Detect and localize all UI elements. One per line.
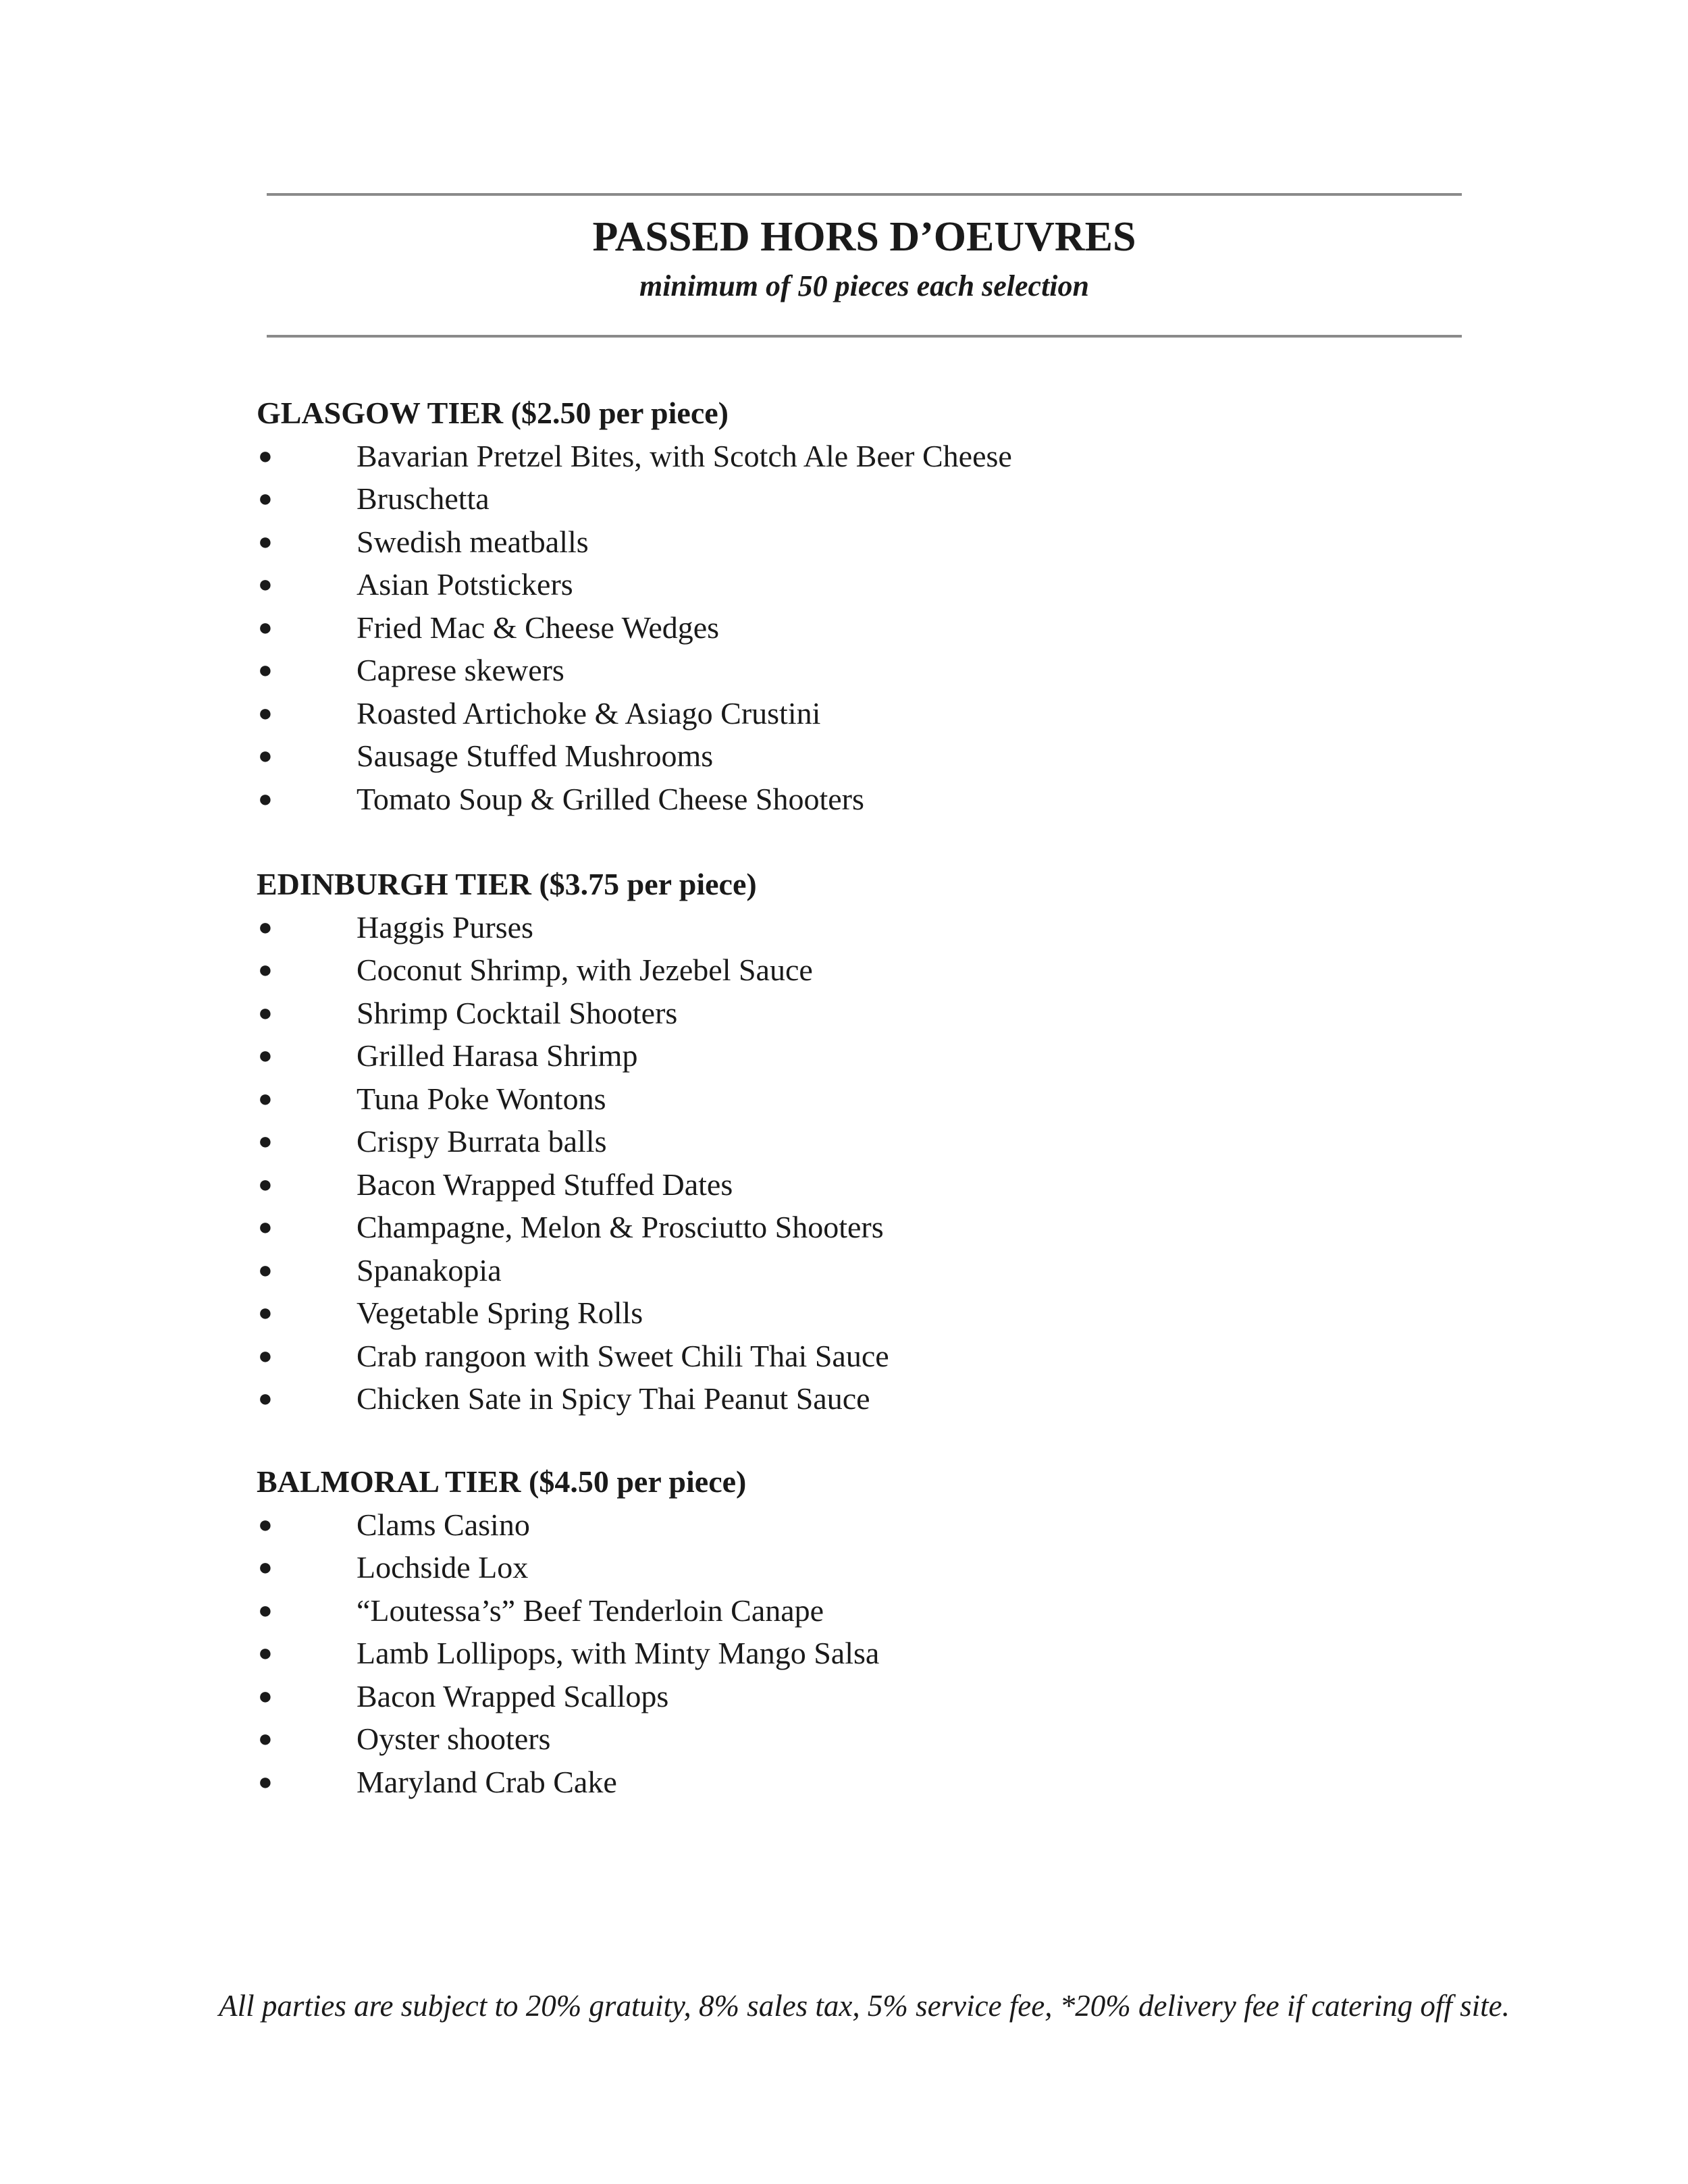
menu-item [257, 1034, 1472, 1077]
bottom-divider [267, 335, 1462, 338]
bullet-icon: ● [258, 1767, 273, 1795]
menu-item-label: Bruschetta [357, 481, 490, 516]
menu-item [257, 906, 1472, 949]
tier-item-list [257, 1503, 1472, 1804]
bullet-icon: ● [258, 527, 273, 555]
menu-item [257, 606, 1472, 649]
menu-item [257, 1632, 1472, 1675]
menu-item-label: Swedish meatballs [357, 524, 589, 559]
menu-item [257, 521, 1472, 564]
menu-item-label: Clams Casino [357, 1507, 530, 1542]
menu-item [257, 1717, 1472, 1761]
menu-item-label: Spanakopia [357, 1252, 502, 1287]
menu-item-label: Maryland Crab Cake [357, 1764, 617, 1799]
menu-item-label: Fried Mac & Cheese Wedges [357, 610, 720, 645]
menu-item-label: Bacon Wrapped Stuffed Dates [357, 1167, 733, 1202]
menu-item-label: Vegetable Spring Rolls [357, 1296, 643, 1330]
menu-item [257, 735, 1472, 778]
bullet-icon: ● [258, 485, 273, 512]
bullet-icon: ● [258, 613, 273, 641]
bullet-icon: ● [258, 570, 273, 597]
footer-note: All parties are subject to 20% gratuity, 8% sales tax, 5% service fee, *20% delivery fee if catering off site. [219, 1989, 1510, 2023]
bullet-icon: ● [258, 1553, 273, 1580]
bullet-icon: ● [258, 1127, 273, 1154]
menu-item [257, 1163, 1472, 1206]
bullet-icon: ● [258, 442, 273, 469]
bullet-icon: ● [258, 1725, 273, 1752]
bullet-icon: ● [258, 913, 273, 940]
menu-item [257, 1546, 1472, 1589]
menu-item [257, 1291, 1472, 1335]
menu-item-label: Haggis Purses [357, 909, 533, 944]
tier-heading: EDINBURGH TIER ($3.75 per piece) [257, 867, 757, 901]
bullet-icon: ● [258, 1510, 273, 1538]
bullet-icon: ● [258, 956, 273, 983]
menu-item [257, 1675, 1472, 1718]
menu-item-label: Caprese skewers [357, 653, 564, 687]
menu-item-label: Oyster shooters [357, 1722, 551, 1756]
bullet-icon: ● [258, 1639, 273, 1666]
menu-item-label: Shrimp Cocktail Shooters [357, 995, 678, 1030]
bullet-icon: ● [258, 1213, 273, 1240]
menu-item [257, 1503, 1472, 1547]
bullet-icon: ● [258, 742, 273, 769]
menu-item [257, 649, 1472, 692]
tier-heading: BALMORAL TIER ($4.50 per piece) [257, 1464, 747, 1499]
menu-item-label: Chicken Sate in Spicy Thai Peanut Sauce [357, 1381, 870, 1416]
menu-item-label: Sausage Stuffed Mushrooms [357, 739, 714, 773]
tier-item-list [257, 435, 1472, 821]
menu-item-label: Champagne, Melon & Prosciutto Shooters [357, 1210, 884, 1244]
menu-item [257, 1377, 1472, 1420]
tier-heading: GLASGOW TIER ($2.50 per piece) [257, 396, 729, 430]
bullet-icon: ● [258, 1596, 273, 1624]
balmoral-tier-section [257, 1460, 1472, 1803]
menu-item [257, 477, 1472, 521]
bullet-icon: ● [258, 1682, 273, 1709]
menu-item [257, 778, 1472, 821]
menu-item [257, 1120, 1472, 1163]
bullet-icon: ● [258, 1170, 273, 1198]
menu-item [257, 1589, 1472, 1632]
menu-item [257, 992, 1472, 1035]
bullet-icon: ● [258, 1042, 273, 1069]
menu-item-label: Tomato Soup & Grilled Cheese Shooters [357, 781, 864, 816]
bullet-icon: ● [258, 1084, 273, 1112]
menu-item-label: Bavarian Pretzel Bites, with Scotch Ale Beer Cheese [357, 438, 1012, 473]
bullet-icon: ● [258, 699, 273, 726]
menu-item-label: Coconut Shrimp, with Jezebel Sauce [357, 953, 813, 987]
menu-item-label: Bacon Wrapped Scallops [357, 1678, 669, 1713]
menu-item [257, 563, 1472, 606]
menu-item [257, 1761, 1472, 1804]
menu-item-label: Crispy Burrata balls [357, 1124, 607, 1158]
tier-item-list [257, 906, 1472, 1420]
menu-item [257, 949, 1472, 992]
menu-item-label: “Loutessa’s” Beef Tenderloin Canape [357, 1593, 824, 1628]
page-subtitle: minimum of 50 pieces each selection [639, 269, 1090, 302]
bullet-icon: ● [258, 1341, 273, 1369]
menu-item-label: Grilled Harasa Shrimp [357, 1038, 638, 1073]
edinburgh-tier-section [257, 863, 1472, 1420]
menu-item-label: Lamb Lollipops, with Minty Mango Salsa [357, 1636, 880, 1670]
glasgow-tier-section [257, 392, 1472, 820]
menu-item-label: Crab rangoon with Sweet Chili Thai Sauce [357, 1338, 889, 1373]
bullet-icon: ● [258, 998, 273, 1026]
page-title: PASSED HORS D’OEUVRES [592, 214, 1136, 260]
menu-item-label: Asian Potstickers [357, 567, 573, 602]
menu-item-label: Tuna Poke Wontons [357, 1081, 606, 1116]
menu-item [257, 1335, 1472, 1378]
menu-item [257, 1249, 1472, 1292]
bullet-icon: ● [258, 1385, 273, 1412]
menu-item-label: Roasted Artichoke & Asiago Crustini [357, 695, 821, 730]
top-divider [267, 193, 1462, 196]
menu-item [257, 692, 1472, 735]
menu-item [257, 1077, 1472, 1121]
bullet-icon: ● [258, 784, 273, 812]
menu-item [257, 435, 1472, 478]
menu-item [257, 1206, 1472, 1249]
bullet-icon: ● [258, 1299, 273, 1326]
menu-item-label: Lochside Lox [357, 1550, 529, 1584]
bullet-icon: ● [258, 1256, 273, 1283]
bullet-icon: ● [258, 656, 273, 683]
